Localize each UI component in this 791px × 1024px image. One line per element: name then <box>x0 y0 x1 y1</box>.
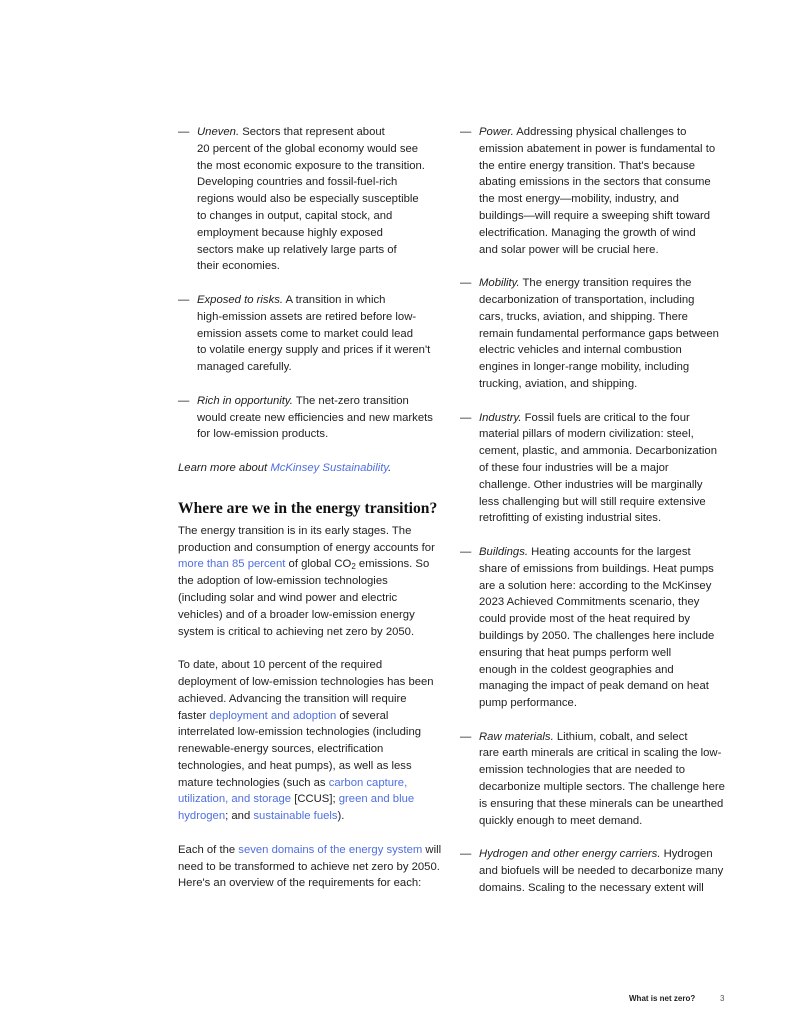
dash: — <box>178 293 190 306</box>
dash: — <box>460 730 472 743</box>
mckinsey-sustainability-link[interactable]: McKinsey Sustainability <box>270 461 389 474</box>
paragraph-1: The energy transition is in its early stages. The production and consumption of energy accounts for more than 85 percent of global $CO_2$ emissions. So the adoption of low-emission technologies (including solar and wind power and electric vehicles) and of a broader low-emission energy system is critical to achieving net zero by 2050. <box>178 524 435 638</box>
bullet-exposed-to-risks: — Exposed to risks. A transition in which high-emission assets are retired before low- emission assets come to market could lead to volatile energy supply and prices if it weren't managed carefully. <box>178 293 431 374</box>
dash: — <box>460 545 472 558</box>
bullet-raw-materials: — Raw materials. Lithium, cobalt, and select rare earth minerals are critical in scaling the low- emission technologies that are needed to decarbonize multiple sectors. The challenge here is ensuring that these minerals can be unearthed quickly enough to meet demand. <box>460 730 725 827</box>
dash: — <box>460 411 472 424</box>
bullet-lead: Uneven. <box>197 126 240 138</box>
bullet-rich-in-opportunity: — Rich in opportunity. The net-zero transition would create new efficiencies and new markets for low-emission products. <box>178 394 433 441</box>
deployment-and-adoption-link[interactable]: deployment and adoption <box>209 709 337 722</box>
bullet-lead: Rich in opportunity. <box>197 394 293 407</box>
bullet-mobility: — Mobility. The energy transition requires the decarbonization of transportation, including cars, trucks, aviation, and shipping. There remain fundamental performance gaps between electric vehicles and internal combustion engines in longer-range mobility, including trucking, aviation, and shipping. <box>460 277 719 390</box>
bullet-buildings: — Buildings. Heating accounts for the largest share of emissions from buildings. Heat pumps are a solution here: according to the McKinsey 2023 Achieved Commitments scenario, they could provide most of the heat required by buildings by 2050. The challenges here include ensuring that heat pumps perform well enough in the coldest geographies and managing the impact of peak demand on heat pump performance. <box>460 545 715 710</box>
section-heading: Where are we in the energy transition? <box>178 499 438 517</box>
hydrogen-link-cont[interactable]: hydrogen <box>178 810 226 823</box>
bullet-lead: Raw materials. <box>479 730 554 743</box>
seven-domains-link[interactable]: seven domains of the energy system <box>238 843 423 856</box>
paragraph-3: Each of the seven domains of the energy system will need to be transformed to achieve net zero by 2050. Here's an overview of the requirements for each: <box>178 843 442 890</box>
page-number: 3 <box>720 994 725 1003</box>
bullet-lead: Hydrogen and other energy carriers. <box>479 848 661 861</box>
dash: — <box>460 277 472 290</box>
left-column <box>178 124 453 892</box>
paragraph-2: To date, about 10 percent of the required deployment of low-emission technologies has been achieved. Advancing the transition will require faster deployment and adoption of several interrelated low-emission technologies (including renewable-energy sources, electrification technologies, and heat pumps), as well as less mature technologies (such as carbon capture, utilization, and storage [CCUS]; green and blue hydrogen; and sustainable fuels). <box>178 659 434 823</box>
ccus-link-cont[interactable]: utilization, and storage <box>178 793 292 806</box>
dash: — <box>178 394 190 407</box>
bullet-uneven: — Uneven. Sectors that represent about 20 percent of the global economy would see the most economic exposure to the transition. Developing countries and fossil-fuel-rich regions would also be especially susceptible to changes in output, capital stock, and employment because highly exposed sectors make up relatively large parts of their economies. <box>178 126 425 273</box>
green-blue-hydrogen-link[interactable]: green and blue <box>338 793 415 806</box>
dash: — <box>460 126 472 138</box>
bullet-lead: Mobility. <box>479 277 520 290</box>
learn-more: Learn more about McKinsey Sustainability. <box>178 461 392 474</box>
bullet-lead: Industry. <box>479 411 522 424</box>
more-than-85-percent-link[interactable]: more than 85 percent <box>178 558 286 571</box>
bullet-lead: Buildings. <box>479 545 528 558</box>
bullet-lead: Exposed to risks. <box>197 293 284 306</box>
bullet-hydrogen-and-other-energy-carriers: — Hydrogen and other energy carriers. Hydrogen and biofuels will be needed to decarbonize many domains. Scaling to the necessary extent will <box>460 848 724 894</box>
bullet-power: — Power. Addressing physical challenges to emission abatement in power is fundamental to the entire energy transition. That's because abating emissions in the sectors that consume the most energy—mobility, industry, and buildings—will require a sweeping shift toward electrification. Managing the growth of wind and solar power will be crucial here. <box>460 126 716 256</box>
dash: — <box>460 848 472 861</box>
right-column <box>460 124 745 897</box>
bullet-lead: Power. <box>479 126 514 138</box>
footer-title: What is net zero? <box>629 994 696 1003</box>
dash: — <box>178 126 190 138</box>
bullet-industry: — Industry. Fossil fuels are critical to the four material pillars of modern civilization: steel, cement, plastic, and ammonia. Decarbonization of these four industries will be a major challenge. Other industries will be marginally less challenging but will still require extensive retrofitting of existing industrial sites. <box>460 411 717 525</box>
ccus-link[interactable]: carbon capture, <box>328 776 408 789</box>
sustainable-fuels-link[interactable]: sustainable fuels <box>253 810 338 823</box>
